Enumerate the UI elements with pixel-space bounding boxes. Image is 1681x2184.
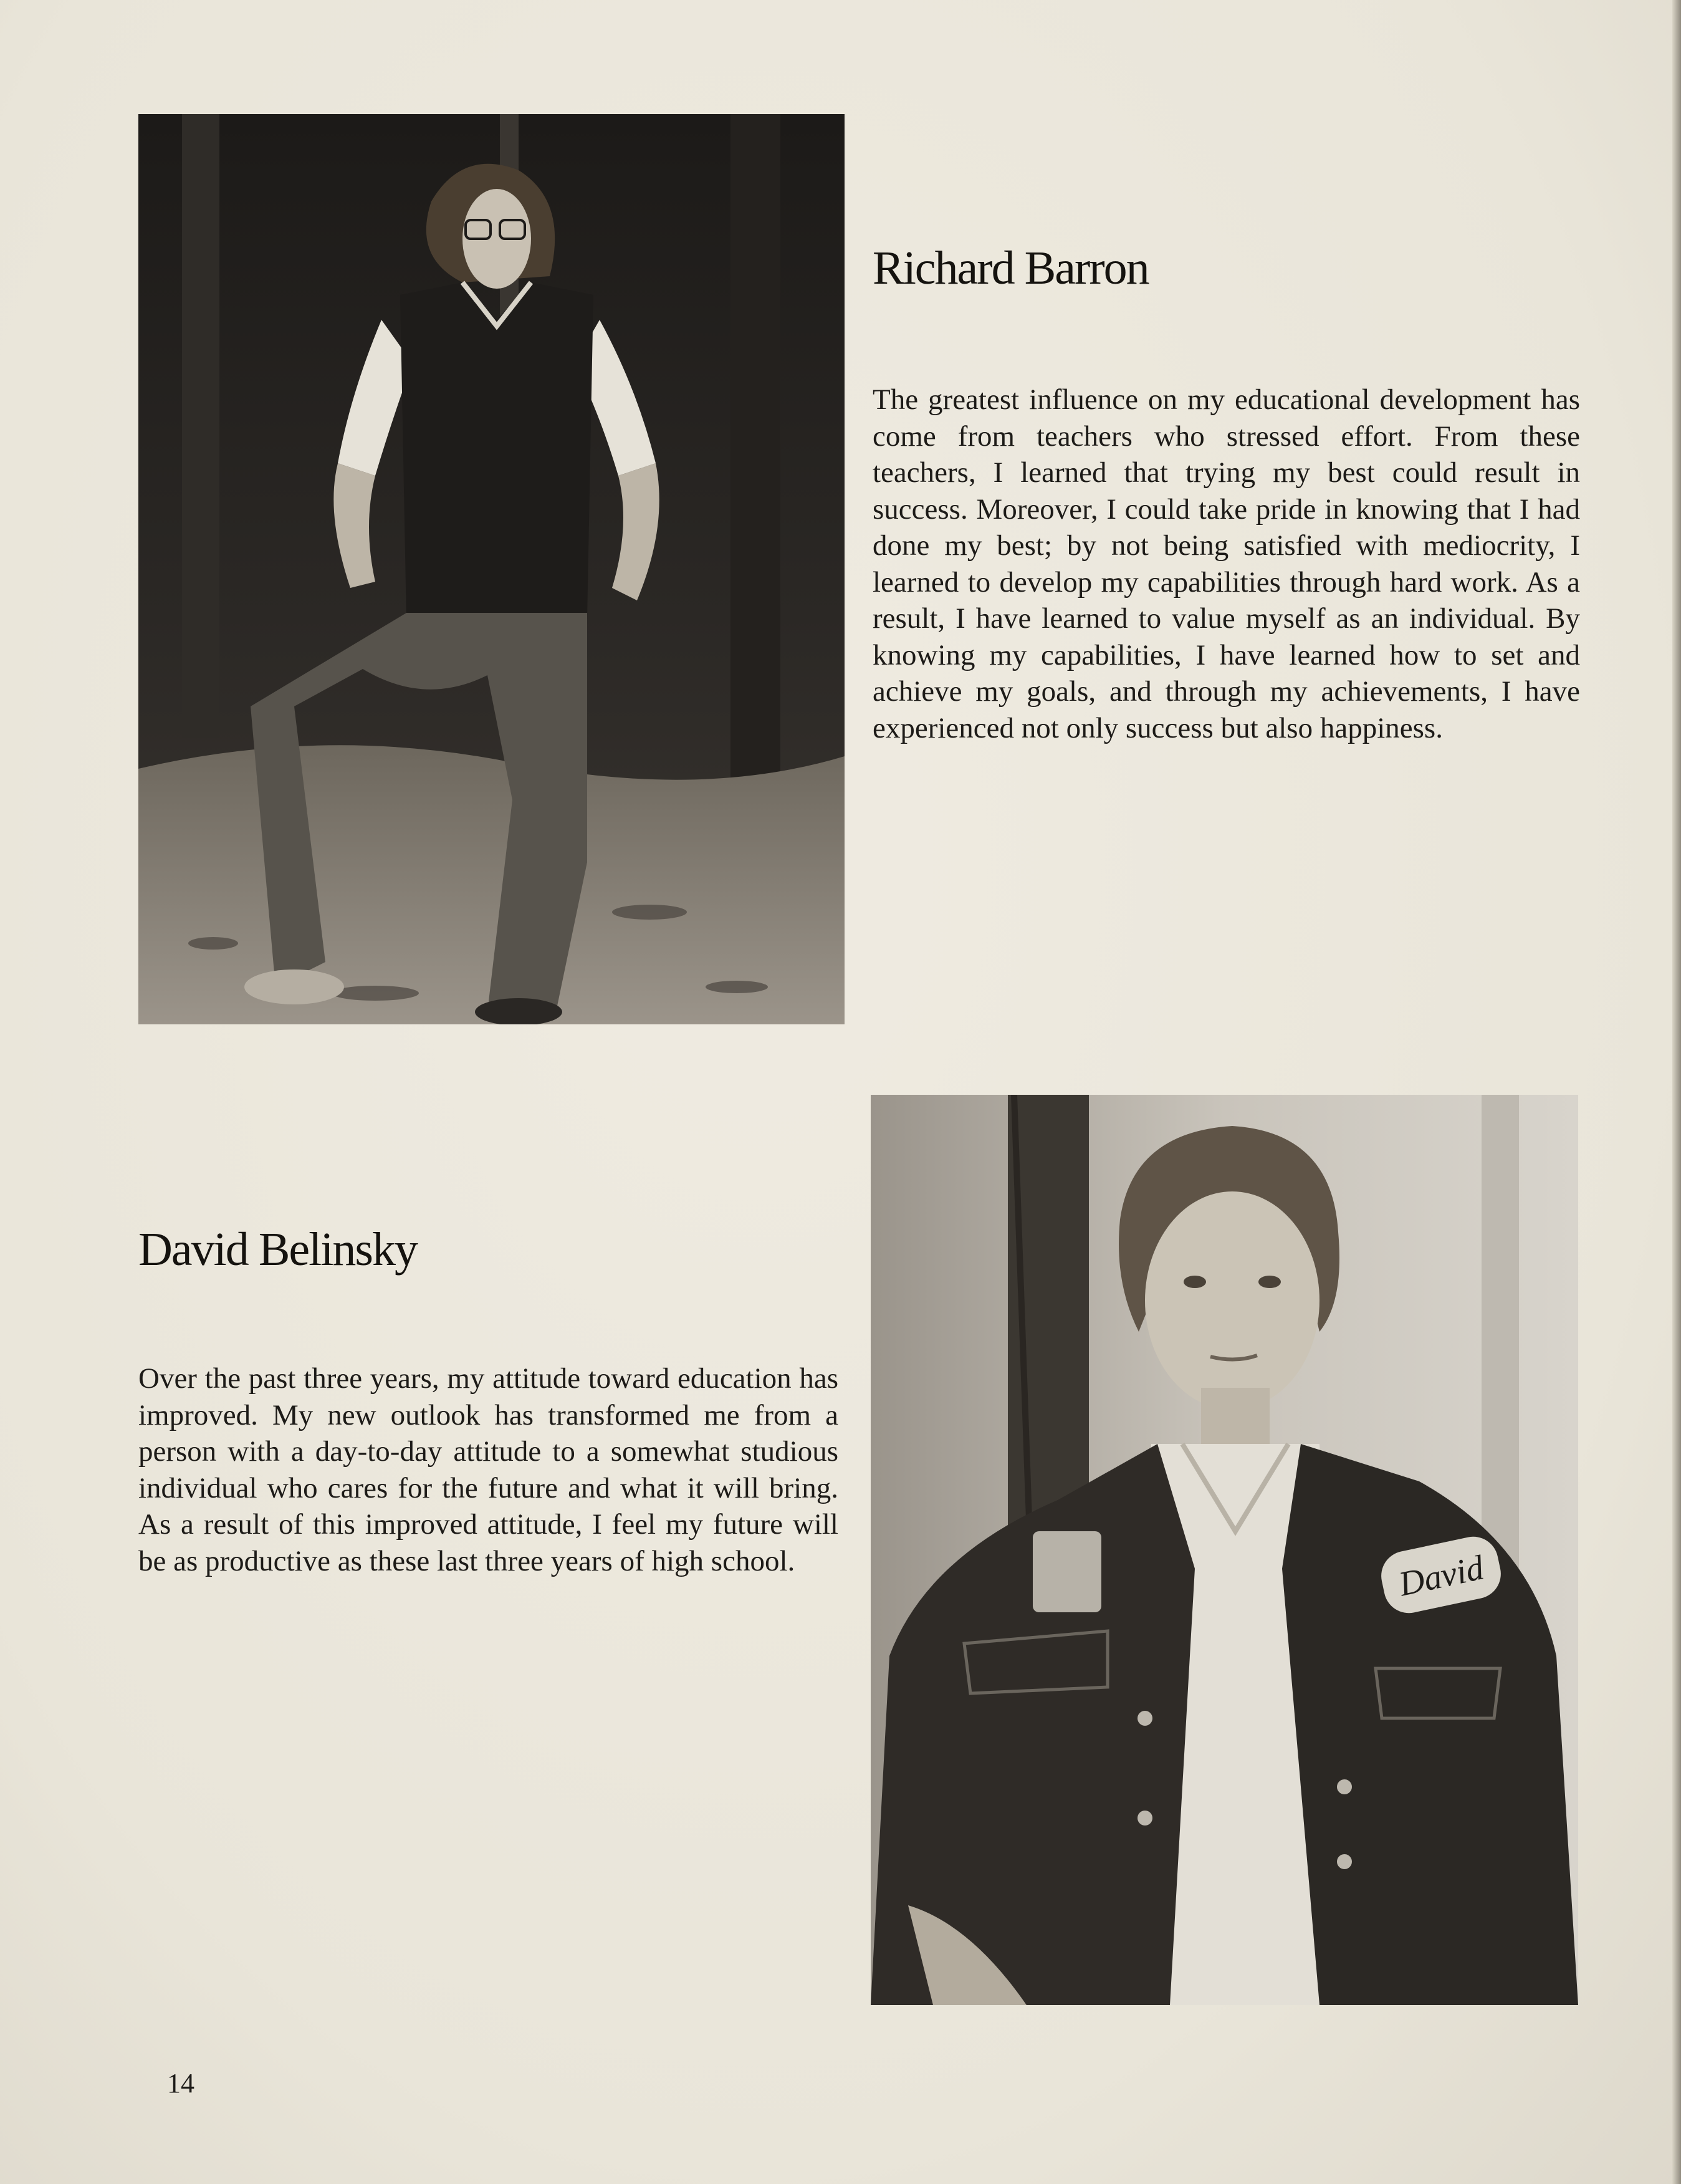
name-patch-text: David — [1396, 1548, 1487, 1604]
student-name: David Belinsky — [138, 1223, 417, 1276]
student-photo-barron — [138, 114, 845, 1024]
student-essay: Over the past three years, my attitude toward education has improved. My new outlook has transformed me from a person with a day-to-day attitude to a somewhat studious individual who cares for the future and what it will bring. As a result of this improved attitude, I feel my future will be as productive as these last three years of high school. — [138, 1362, 838, 1577]
student-photo-belinsky — [871, 1095, 1578, 2005]
photo-belinsky-illustration — [871, 1095, 1578, 2005]
page-number: 14 — [167, 2068, 194, 2099]
student-name: Richard Barron — [873, 242, 1149, 294]
page-edge-shadow — [1672, 0, 1681, 2184]
photo-barron-illustration — [138, 114, 845, 1024]
student-essay: The greatest influence on my educational development has come from teachers who stressed effort. From these teachers, I learned that trying my best could result in success. Moreover, I could take pride in knowing that I had done my best; by not being satisfied with mediocrity, I learned to develop my capabilities through hard work. As a result, I have learned to value myself as an individual. By knowing my capabilities, I have learned how to set and achieve my goals, and through my achievements, I have experienced not only success but also happiness. — [873, 383, 1580, 744]
